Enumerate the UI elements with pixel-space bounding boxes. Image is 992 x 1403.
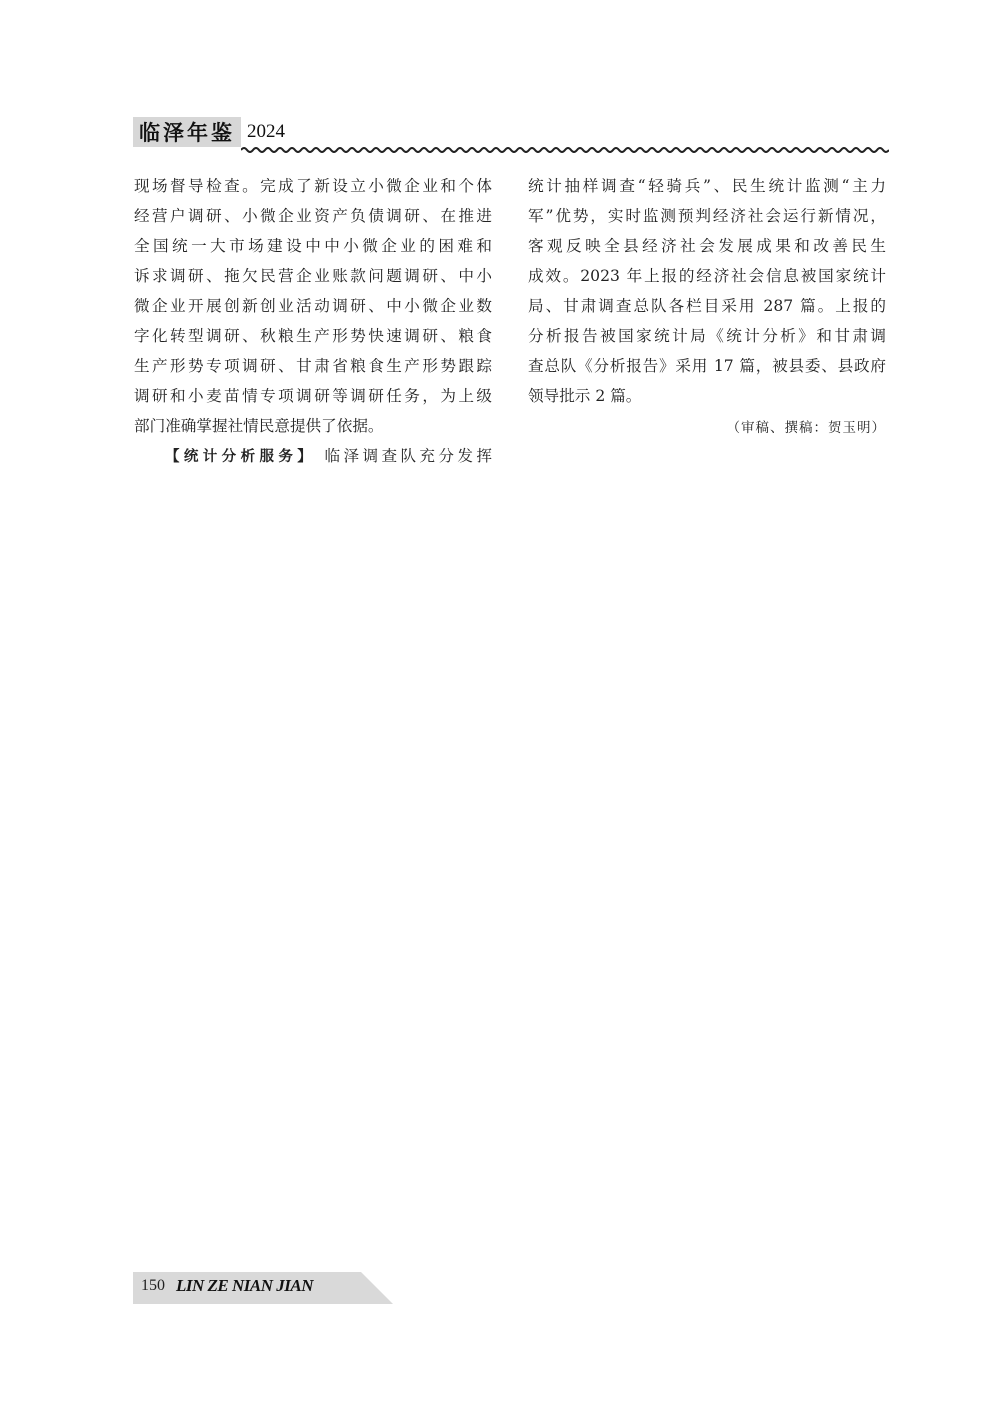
text-line: 全国统一大市场建设中中小微企业的困难和 <box>134 237 492 255</box>
text-line: 查总队《分析报告》采用 17 篇，被县委、县政府 <box>528 357 886 375</box>
paragraph-survey-tasks <box>134 171 492 441</box>
yearbook-title: 临泽年鉴 <box>133 117 241 147</box>
text-line: 现场督导检查。完成了新设立小微企业和个体 <box>134 177 492 195</box>
text-line: 微企业开展创新创业活动调研、中小微企业数 <box>134 297 492 315</box>
page-number: 150 <box>141 1277 165 1294</box>
paragraph-statistical-analysis <box>134 441 492 471</box>
author-credit: （审稿、撰稿：贺玉明） <box>726 420 886 436</box>
text-line: 军”优势，实时监测预判经济社会运行新情况， <box>528 207 886 225</box>
footer-title: LIN ZE NIAN JIAN <box>176 1276 313 1295</box>
text-line: 诉求调研、拖欠民营企业账款问题调研、中小 <box>134 267 492 285</box>
text-line: 客观反映全县经济社会发展成果和改善民生 <box>528 237 886 255</box>
text-line: 分析报告被国家统计局《统计分析》和甘肃调 <box>528 327 886 345</box>
text-line: 成效。2023 年上报的经济社会信息被国家统计 <box>528 267 886 285</box>
section-heading: 【统计分析服务】 <box>165 449 317 465</box>
header-wavy-rule <box>241 145 889 155</box>
text-line: 生产形势专项调研、甘肃省粮食生产形势跟踪 <box>134 357 492 375</box>
text-line: 局、甘肃调查总队各栏目采用 287 篇。上报的 <box>528 297 886 315</box>
text-line: 领导批示 2 篇。 <box>528 387 642 405</box>
left-column <box>134 171 492 471</box>
text-line: 部门准确掌握社情民意提供了依据。 <box>134 417 384 435</box>
page-footer <box>133 1272 393 1306</box>
text-line: 统计抽样调查“轻骑兵”、民生统计监测“主力 <box>528 177 886 195</box>
yearbook-year: 2024 <box>247 121 285 142</box>
running-header <box>133 113 889 153</box>
text-line: 调研和小麦苗情专项调研等调研任务，为上级 <box>134 387 492 405</box>
heading-text: 临泽调查队充分发挥 <box>324 447 492 465</box>
right-column <box>528 171 886 443</box>
text-line: 字化转型调研、秋粮生产形势快速调研、粮食 <box>134 327 492 345</box>
text-line: 经营户调研、小微企业资产负债调研、在推进 <box>134 207 492 225</box>
